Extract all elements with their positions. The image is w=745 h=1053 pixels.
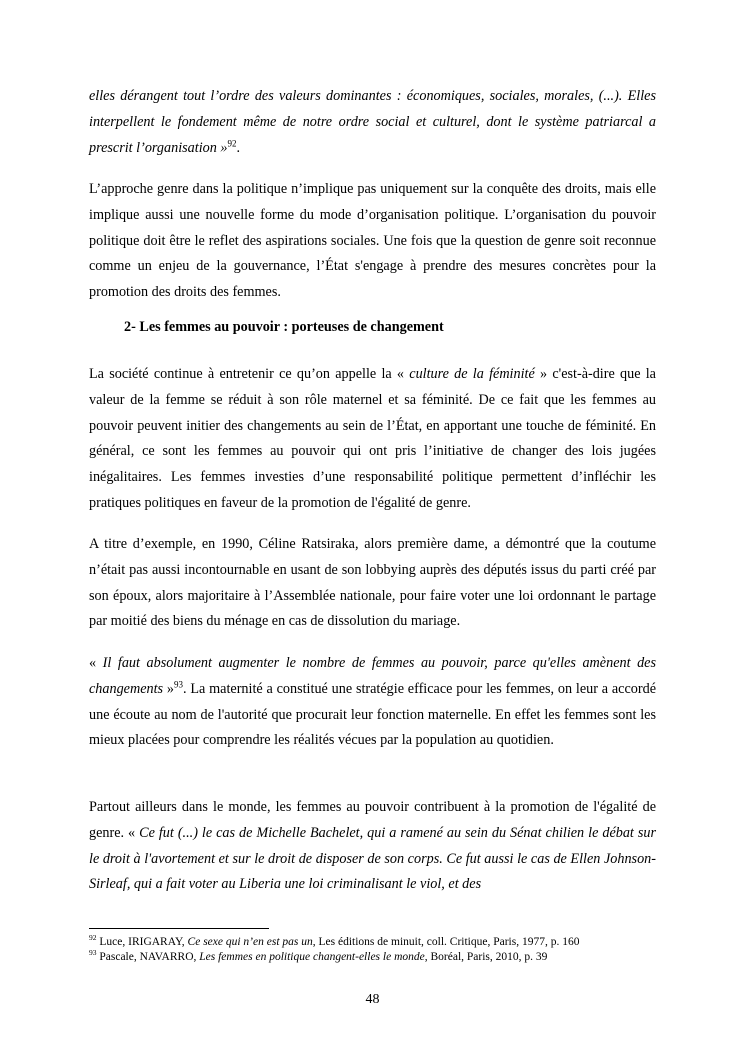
text-run: » [163, 680, 174, 697]
section-heading: 2- Les femmes au pouvoir : porteuses de changement [124, 319, 444, 335]
text-run: « [89, 655, 103, 671]
footnote-92 [89, 935, 689, 950]
paragraph-gender-approach: L’approche genre dans la politique n’implique pas uniquement sur la conquête des droits, mais elle implique aussi une nouvelle forme du mode d’organisation politique. L’organisation du pouvoir politique doit être le reflet des aspirations sociales. Une fois que la question de genre soit reconnue comme un enjeu de la gouvernance, l’État s'engage à prendre des mesures concrètes pour la promotion des droits des femmes. [89, 181, 656, 301]
footnote-author: Pascale, NAVARRO, [96, 951, 200, 963]
footnote-author: Luce, IRIGARAY, [96, 936, 188, 948]
paragraph-quote-navarro [89, 651, 656, 754]
footnote-title: Ce sexe qui n’en est pas un [187, 936, 313, 948]
footnote-ref-93[interactable]: 93 [173, 679, 183, 690]
page-number: 48 [365, 992, 380, 1007]
paragraph-femininity-culture [89, 362, 656, 517]
text-run: » c'est-à-dire que la valeur de la femme se réduit à son rôle maternel et sa féminité. De ce fait que les femmes au pouvoir peuvent initier des changements au sein de l’État, en apportant une touche de féminité. En général, ce sont les femmes au pouvoir qui ont pris l’initiative de changer des lois jugées inégalitaires. Les femmes investies d’une responsabilité politique permettent d’infléchir les pratiques politiques en faveur de la promotion de l'égalité de genre. [89, 366, 656, 511]
italic-term: culture de la féminité [409, 366, 535, 382]
footnote-details: , Les éditions de minuit, coll. Critique, Paris, 1977, p. 160 [312, 936, 580, 948]
paragraph-example-ratsiraka: A titre d’exemple, en 1990, Céline Ratsiraka, alors première dame, a démontré que la coutume n’était pas aussi incontournable en usant de son lobbying auprès des députés issus du parti créé par son époux, alors majoritaire à l’Assemblée nationale, pour faire voter une loi ordonnant le partage par moitié des biens du ménage en cas de dissolution du mariage. [89, 536, 656, 630]
text-run: La société continue à entretenir ce qu’on appelle la « [89, 366, 410, 382]
footnote-separator [89, 928, 269, 929]
quote-text: Il faut absolument augmenter le nombre de femmes au pouvoir, parce qu'elles amènent des changements [89, 655, 656, 697]
footnote-number: 92 [89, 933, 97, 943]
footnote-93 [89, 950, 689, 965]
footnote-ref-92[interactable]: 92 [227, 137, 237, 148]
footnote-number: 93 [89, 948, 97, 958]
paragraph-worldwide [89, 795, 656, 898]
quote-text: elles dérangent tout l’ordre des valeurs dominantes : économiques, sociales, morales, (...). Elles interpellent le fondement même de notre ordre social et culturel, dont le système patriarcal a prescrit l’organisation » [89, 88, 656, 156]
footnote-details: , Boréal, Paris, 2010, p. 39 [424, 951, 548, 963]
paragraph-quote-continuation [89, 84, 656, 161]
text-run: Partout ailleurs dans le monde, les femmes au pouvoir contribuent à la promotion de l'égalité de genre. « [89, 799, 656, 841]
footnote-title: Les femmes en politique changent-elles le monde [199, 951, 425, 963]
text-run: . La maternité a constitué une stratégie efficace pour les femmes, on leur a accordé une écoute au nom de l'autorité que procurait leur fonction maternelle. En effet les femmes sont les mieux placées pour comprendre les réalités vécues par la population au quotidien. [89, 680, 656, 749]
sentence-end: . [236, 139, 241, 156]
quote-text: Ce fut (...) le cas de Michelle Bachelet, qui a ramené au sein du Sénat chilien le débat sur le droit à l'avortement et sur le droit de disposer de son corps. Ce fut aussi le cas de Ellen Johnson-Sirleaf, qui a fait voter au Liberia une loi criminalisant le viol, et des [89, 824, 656, 893]
